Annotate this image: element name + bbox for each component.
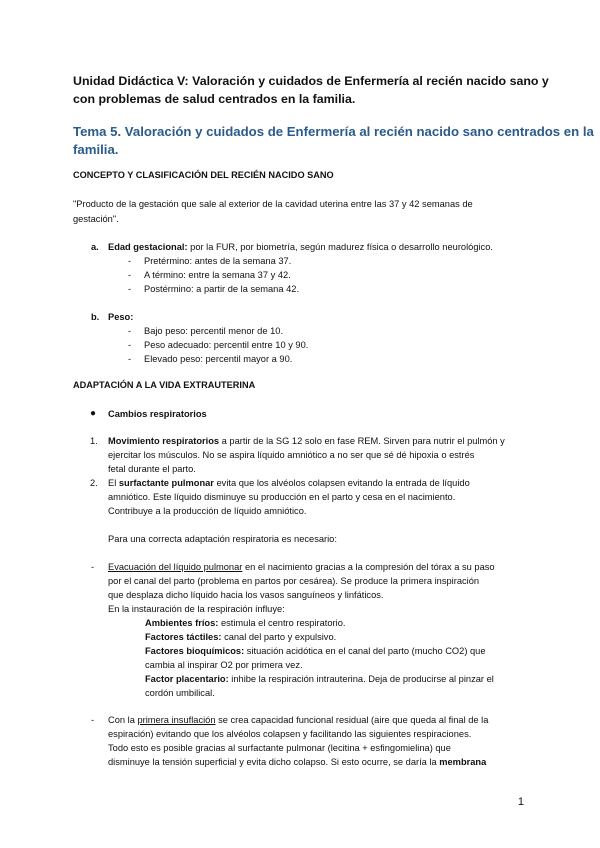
dash1-line1 bbox=[108, 560, 495, 574]
list-item: Pretérmino: antes de la semana 37. bbox=[144, 256, 292, 266]
unit-title-line1: Unidad Didáctica V: Valoración y cuidados de Enfermería al recién nacido sano y bbox=[73, 74, 549, 88]
unit-title-line2: con problemas de salud centrados en la familia. bbox=[73, 92, 356, 106]
tema-title-line1: Tema 5. Valoración y cuidados de Enfermería al recién nacido sano centrados en la bbox=[73, 124, 594, 139]
section-heading-adaptacion: ADAPTACIÓN A LA VIDA EXTRAUTERINA bbox=[73, 380, 256, 390]
surfactante-pulmonar-label: surfactante pulmonar bbox=[118, 478, 214, 488]
dash-marker: - bbox=[128, 256, 132, 266]
factor-label: Ambientes fríos: bbox=[145, 618, 219, 628]
item1-line1 bbox=[108, 434, 505, 448]
factor-tactiles bbox=[145, 630, 336, 644]
factor-text: situación acidótica en el canal del parto (mucho CO2) que bbox=[244, 646, 486, 656]
factor-label: Factores táctiles: bbox=[145, 632, 222, 642]
list-item: Postérmino: a partir de la semana 42. bbox=[144, 284, 300, 294]
list-marker-2: 2. bbox=[90, 478, 98, 488]
factor-label: Factores bioquímicos: bbox=[145, 646, 245, 656]
item1-line3: fetal durante el parto. bbox=[108, 464, 196, 474]
factor-text: canal del parto y expulsivo. bbox=[221, 632, 337, 642]
dash1-line2: por el canal del parto (problema en partos por cesárea). Se produce la primera inspiración bbox=[108, 576, 480, 586]
membrana-bold: membrana bbox=[439, 757, 487, 767]
factor-text: estimula el centro respiratorio. bbox=[218, 618, 346, 628]
factor-label: Factor placentario: bbox=[145, 674, 229, 684]
dash1-line4: En la instauración de la respiración influye: bbox=[108, 604, 285, 614]
edad-gestacional-line bbox=[108, 240, 493, 254]
dash-marker: - bbox=[91, 562, 95, 572]
page-number: 1 bbox=[517, 796, 524, 808]
bullet-dot-icon: ● bbox=[90, 408, 97, 419]
movimiento-respiratorios-label: Movimiento respiratorios bbox=[108, 436, 220, 446]
dash-marker: - bbox=[128, 284, 132, 294]
peso-label: Peso: bbox=[108, 312, 134, 322]
bullet-cambios-respiratorios: Cambios respiratorios bbox=[108, 409, 207, 419]
dash2-line1 bbox=[108, 713, 488, 727]
item1-text: a partir de la SG 12 solo en fase REM. Sirven para nutrir el pulmón y bbox=[219, 436, 505, 446]
list-item: Elevado peso: percentil mayor a 90. bbox=[144, 354, 293, 364]
item2-pre: El bbox=[108, 478, 119, 488]
list-marker-1: 1. bbox=[90, 436, 98, 446]
section-heading-concepto: CONCEPTO Y CLASIFICACIÓN DEL RECIÉN NACIDO SANO bbox=[73, 170, 334, 180]
dash2-text: se crea capacidad funcional residual (aire que queda al final de la bbox=[215, 715, 489, 725]
definition-quote-line1: "Producto de la gestación que sale al exterior de la cavidad uterina entre las 37 y 42 semanas de bbox=[73, 199, 473, 209]
definition-quote-line2: gestación". bbox=[73, 214, 119, 224]
factor-ambientes-frios bbox=[145, 616, 345, 630]
tema-title-line2: familia. bbox=[73, 142, 119, 157]
factor-placentario bbox=[145, 672, 494, 686]
dash2-line3: Todo esto es posible gracias al surfactante pulmonar (lecitina + esfingomielina) que bbox=[108, 743, 451, 753]
adaptacion-intro: Para una correcta adaptación respiratoria es necesario: bbox=[108, 534, 337, 544]
dash-marker: - bbox=[91, 715, 95, 725]
dash-marker: - bbox=[128, 354, 132, 364]
list-item: Bajo peso: percentil menor de 10. bbox=[144, 326, 284, 336]
item2-line3: Contribuye a la producción de líquido amniótico. bbox=[108, 506, 307, 516]
item1-line2: ejercitar los músculos. No se aspira líquido amniótico a no ser que sé dé hipoxia o estrés bbox=[108, 450, 475, 460]
factor-bioquimicos bbox=[145, 644, 486, 658]
list-marker-a: a. bbox=[91, 242, 99, 252]
item2-text: evita que los alvéolos colapsen evitando la entrada de líquido bbox=[213, 478, 470, 488]
primera-insuflacion-label: primera insuflación bbox=[137, 715, 216, 725]
dash1-text: en el nacimiento gracias a la compresión del tórax a su paso bbox=[242, 562, 495, 572]
list-item: Peso adecuado: percentil entre 10 y 90. bbox=[144, 340, 309, 350]
item2-line2: amniótico. Este líquido disminuye su producción en el parto y cesa en el nacimiento. bbox=[108, 492, 456, 502]
dash-marker: - bbox=[128, 326, 132, 336]
factor-placentario-cont: cordón umbilical. bbox=[145, 688, 215, 698]
factor-text: inhibe la respiración intrauterina. Deja de producirse al pinzar el bbox=[228, 674, 494, 684]
dash2-line2: espiración) evitando que los alvéolos colapsen y facilitando las siguientes respiraciones. bbox=[108, 729, 472, 739]
dash2-pre: Con la bbox=[108, 715, 138, 725]
factor-bioquimicos-cont: cambia al inspirar O2 por primera vez. bbox=[145, 660, 303, 670]
edad-gestacional-label: Edad gestacional: bbox=[108, 242, 188, 252]
dash2-line4 bbox=[108, 755, 486, 769]
evacuacion-liquido-label: Evacuación del líquido pulmonar bbox=[108, 562, 243, 572]
dash2-line4-text: disminuye la tensión superficial y evita dicho colapso. Si esto ocurre, se daría la bbox=[108, 757, 440, 767]
dash-marker: - bbox=[128, 270, 132, 280]
dash-marker: - bbox=[128, 340, 132, 350]
item2-line1 bbox=[108, 476, 470, 490]
edad-gestacional-text: por la FUR, por biometría, según madurez física o desarrollo neurológico. bbox=[187, 242, 493, 252]
dash1-line3: que desplaza dicho líquido hacia los vasos sanguíneos y linfáticos. bbox=[108, 590, 384, 600]
list-marker-b: b. bbox=[91, 312, 100, 322]
list-item: A término: entre la semana 37 y 42. bbox=[144, 270, 291, 280]
